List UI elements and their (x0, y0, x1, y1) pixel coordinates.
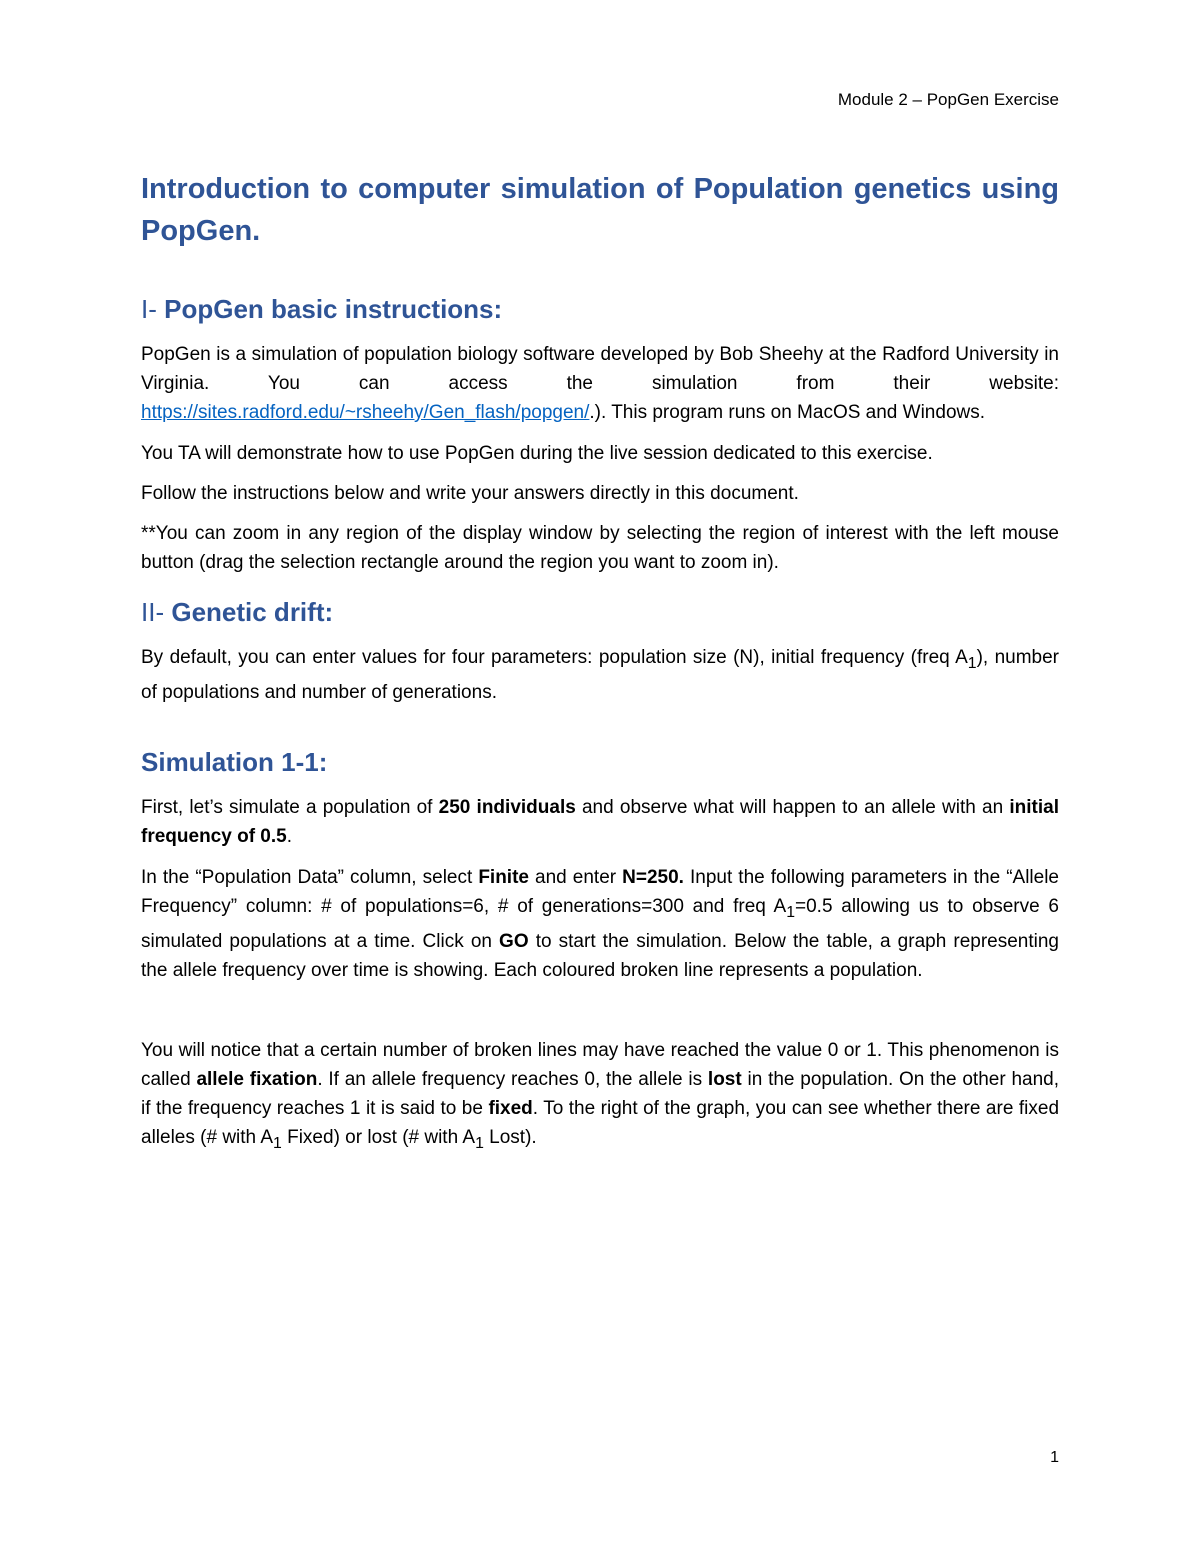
section-title: Genetic drift: (171, 597, 334, 627)
text-run: to start the simulation. Below the table, a graph representing the allele frequency over time is showing. Each coloured broken line represents a population. (141, 930, 1059, 981)
bold-text: initial frequency of 0.5 (141, 796, 1059, 847)
paragraph-follow-instructions: Follow the instructions below and write your answers directly in this document. (141, 483, 799, 504)
paragraph-simulation-parameters (141, 863, 1059, 985)
text-run: Input the following parameters in the “Allele Frequency” column: # of populations=6, # of generations=300 and freq A (141, 866, 1059, 917)
text-run: =0.5 allowing us to observe 6 simulated populations at a time. Click on (141, 895, 1059, 952)
text-run: PopGen is a simulation of population biology software developed by Bob Sheehy at the Radford University in Virginia. You can access the simulation from their website: (141, 344, 1059, 394)
text-run: In the “Population Data” column, select (141, 866, 479, 888)
section-title: PopGen basic instructions: (164, 294, 503, 324)
paragraph-zoom-tip: **You can zoom in any region of the display window by selecting the region of interest with the left mouse button (drag the selection rectangle around the region you want to zoom in). (141, 523, 1059, 573)
subscript: 1 (786, 903, 796, 921)
text-run: By default, you can enter values for four parameters: population size (N), initial frequency (freq A (141, 647, 968, 668)
subscript: 1 (475, 1134, 484, 1152)
paragraph-simulation-setup (141, 793, 1059, 851)
text-run: You will notice that a certain number of broken lines may have reached the value 0 or 1. This phenomenon is called (141, 1039, 1059, 1090)
text-run: . (286, 825, 292, 847)
text-run: .). This program runs on MacOS and Windows. (589, 402, 986, 423)
text-run: . If an allele frequency reaches 0, the allele is (317, 1068, 708, 1090)
text-run: and enter (528, 866, 623, 888)
text-run: in the population. On the other hand, if the frequency reaches 1 it is said to be (141, 1068, 1059, 1119)
bold-text: fixed (488, 1097, 533, 1119)
paragraph-popgen-intro (141, 340, 1059, 427)
bold-text: lost (707, 1068, 742, 1090)
text-run: Lost). (483, 1126, 537, 1148)
text-run: and observe what will happen to an allele with an (575, 796, 1010, 818)
text-run: Fixed) or lost (# with A (281, 1126, 476, 1148)
bold-text: 250 individuals (438, 796, 576, 818)
paragraph-default-parameters (141, 643, 1059, 707)
simulation-heading: Simulation 1-1: (141, 746, 328, 777)
document-title: Introduction to computer simulation of Population genetics using PopGen. (141, 173, 1059, 247)
text-run: ), number of populations and number of generations. (141, 647, 1059, 703)
subscript: 1 (967, 654, 977, 672)
paragraph-ta-demo: You TA will demonstrate how to use PopGen during the live session dedicated to this exercise. (141, 443, 933, 464)
bold-text: GO (499, 930, 529, 952)
section-number: I- (141, 294, 157, 324)
bold-text: Finite (478, 866, 529, 888)
section-heading-genetic-drift (141, 595, 1059, 629)
section-number: II- (141, 597, 165, 627)
text-run: . To the right of the graph, you can see whether there are fixed alleles (# with A (141, 1097, 1060, 1148)
section-heading-basic-instructions (141, 292, 1059, 326)
page-header: Module 2 – PopGen Exercise (837, 90, 1059, 109)
bold-text: N=250. (622, 866, 684, 888)
text-run: First, let’s simulate a population of (141, 796, 439, 818)
bold-text: allele fixation (196, 1068, 318, 1090)
paragraph-allele-fixation (141, 1036, 1059, 1158)
popgen-website-link[interactable]: https://sites.radford.edu/~rsheehy/Gen_flash/popgen/ (141, 402, 590, 423)
page-content (141, 168, 1059, 1157)
subscript: 1 (273, 1134, 282, 1152)
page-number: 1 (1050, 1449, 1059, 1466)
